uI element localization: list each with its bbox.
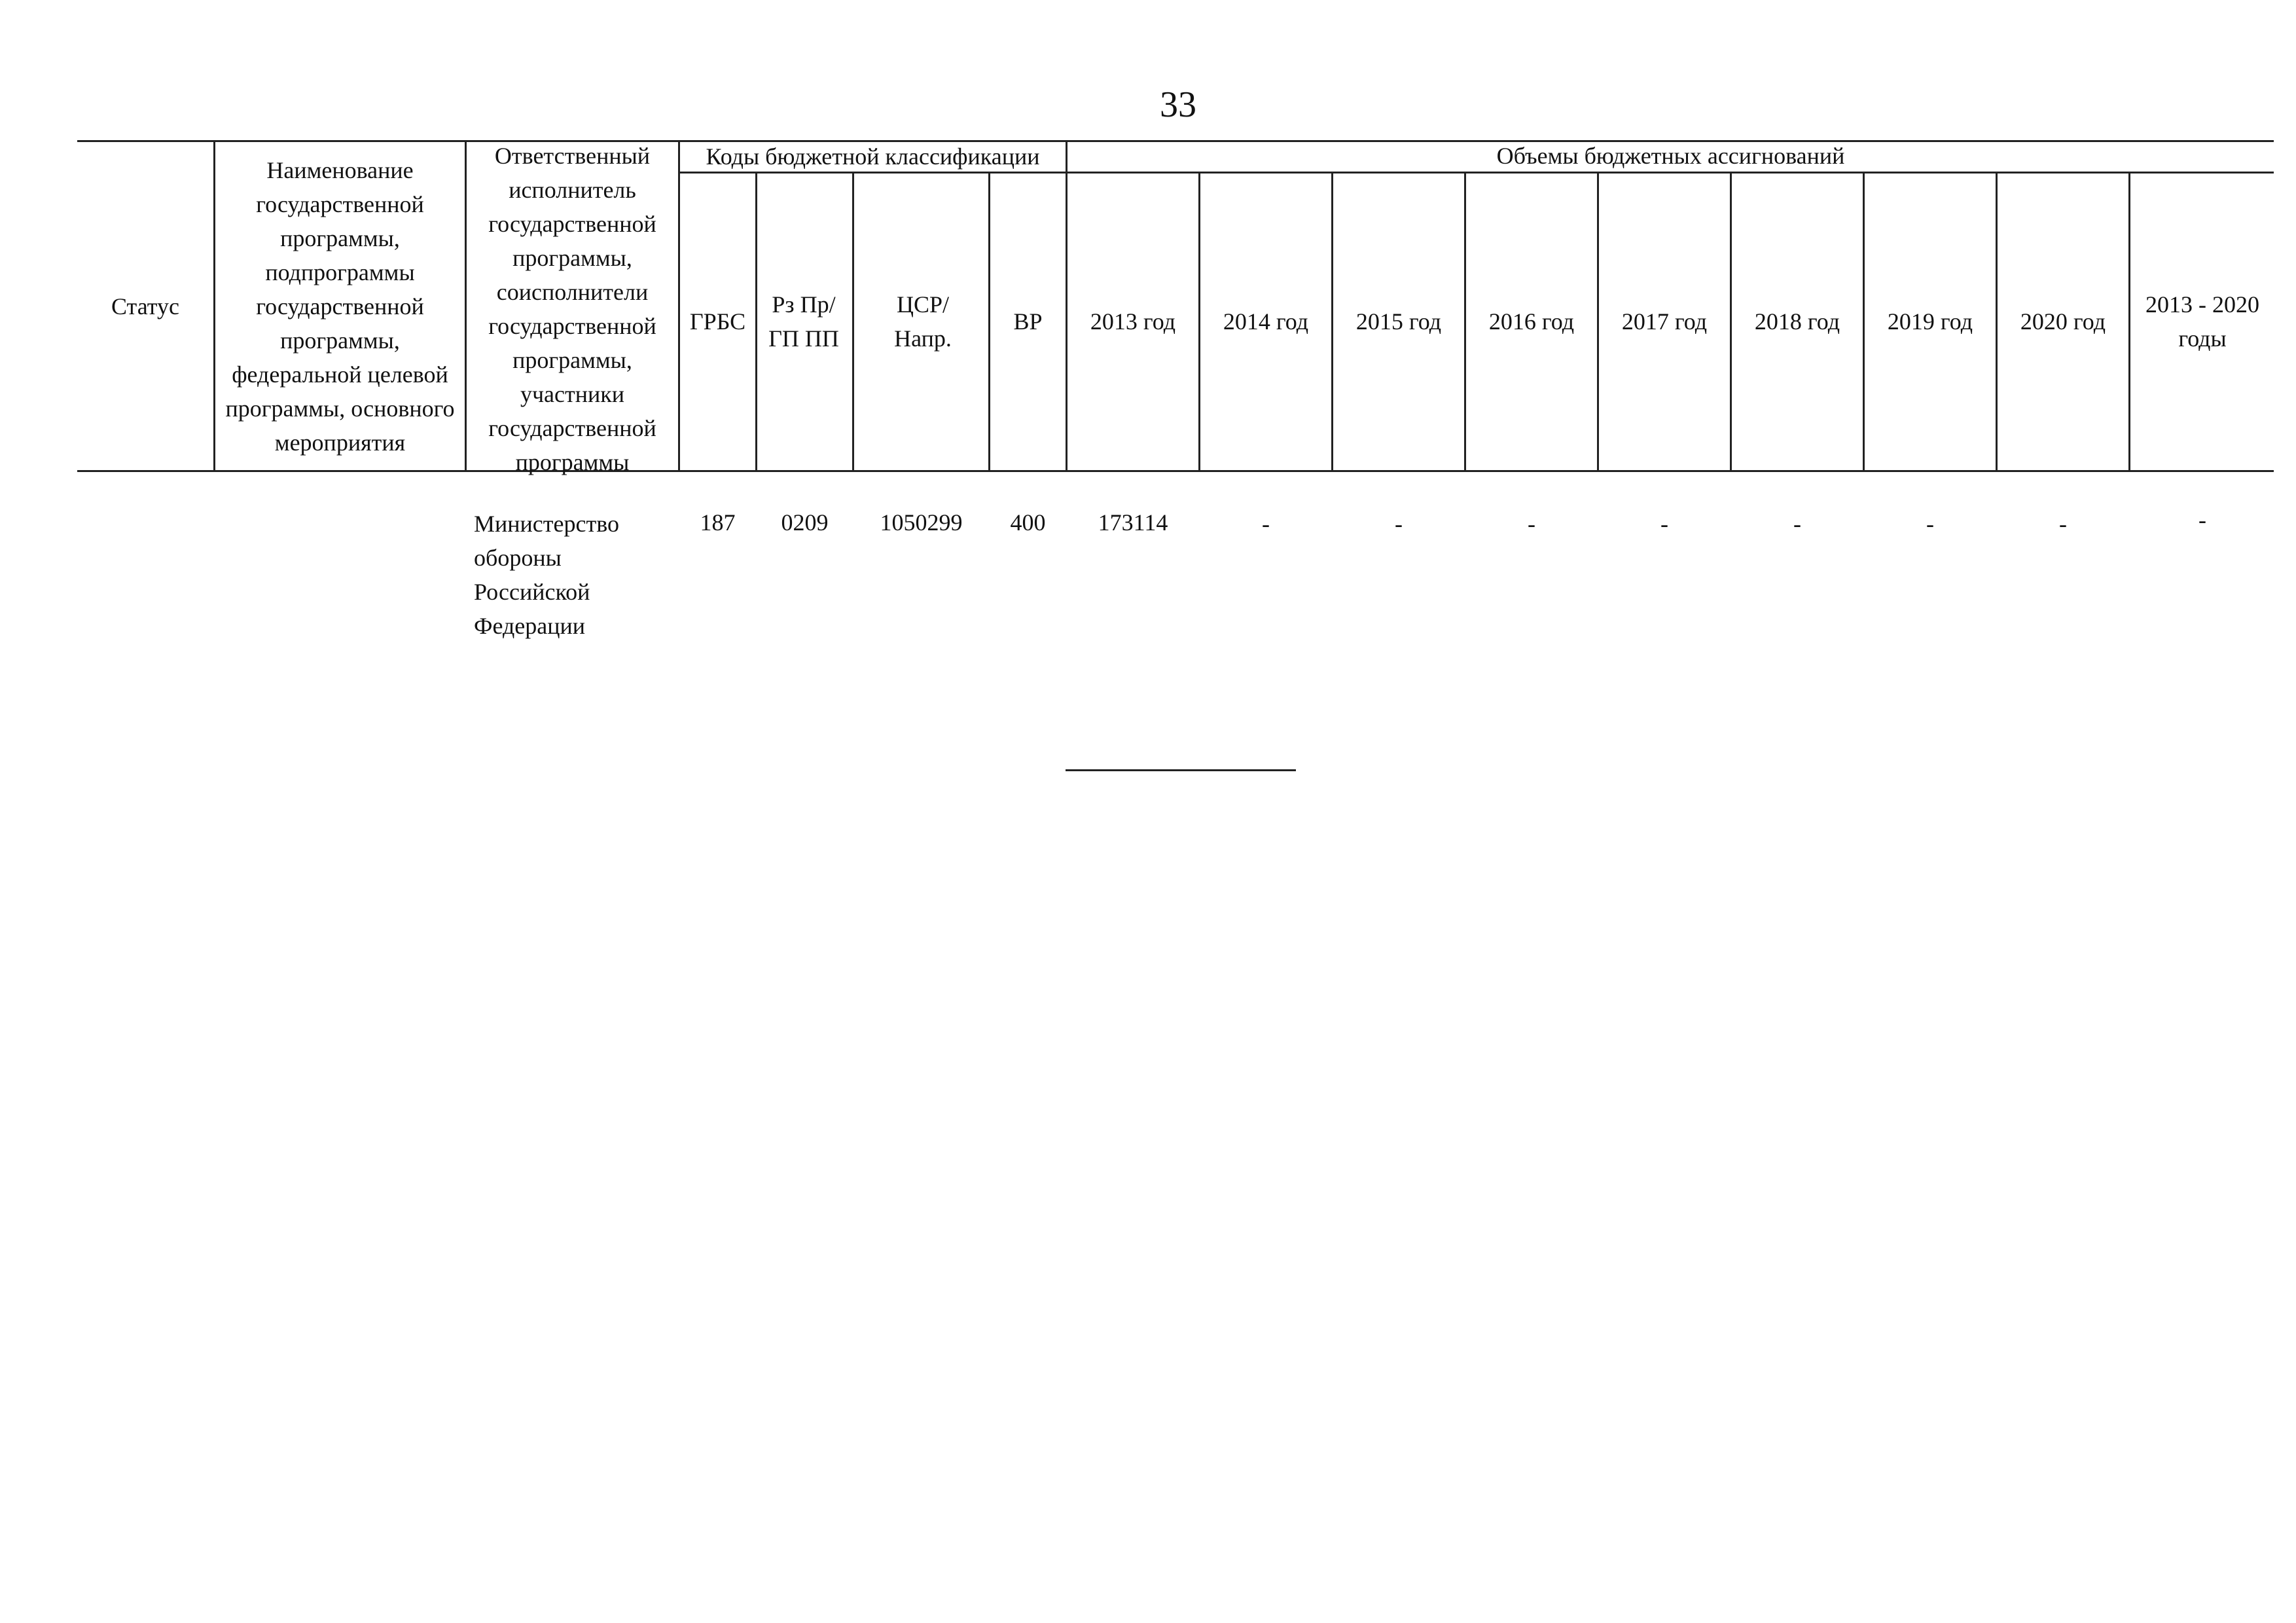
header-code-csr: ЦСР/ Напр. (894, 291, 952, 352)
row-value: 173114 (1098, 509, 1168, 536)
row-responsible: Министерство обороны Российской Федерации (474, 511, 619, 639)
row-value: - (1926, 511, 1934, 537)
header-code-vr: ВР (1013, 308, 1043, 335)
row-value: - (1262, 511, 1270, 537)
row-grbs: 187 (700, 509, 736, 536)
header-year: 2018 год (1754, 308, 1840, 335)
header-program-name: Наименование государственной программы, подпрограммы государственной программы, федеральной целевой программы, основного мероприятия (225, 157, 455, 456)
header-year: 2016 год (1488, 308, 1575, 335)
header-year: 2013 год (1090, 308, 1176, 335)
end-of-table-rule (1066, 769, 1296, 771)
row-value: - (2198, 507, 2206, 533)
row-rzpr: 0209 (781, 509, 829, 536)
row-csr: 1050299 (880, 509, 963, 536)
header-code-grbs: ГРБС (689, 308, 746, 335)
col-divider (755, 173, 757, 471)
header-code-rzpr: Рз Пр/ ГП ПП (768, 291, 839, 352)
row-value: - (1395, 511, 1403, 537)
col-divider (852, 173, 854, 471)
row-vr: 400 (1010, 509, 1046, 536)
header-year: 2015 год (1355, 308, 1442, 335)
header-responsible: Ответственный исполнитель государственной программы, соисполнители государственной программы, участники государственной программы (488, 143, 656, 475)
header-year: 2017 год (1621, 308, 1708, 335)
row-value: - (1793, 511, 1801, 537)
row-value: - (2059, 511, 2067, 537)
header-year: 2019 год (1887, 308, 1973, 335)
header-year: 2020 год (2020, 308, 2106, 335)
header-allocations-group: Объемы бюджетных ассигнований (1496, 143, 1845, 169)
header-status: Статус (111, 293, 179, 319)
header-year-total: 2013 - 2020 годы (2145, 291, 2259, 352)
row-value: - (1528, 511, 1535, 537)
header-budget-codes-group: Коды бюджетной классификации (706, 143, 1040, 170)
header-year: 2014 год (1223, 308, 1309, 335)
row-value: - (1660, 511, 1668, 537)
page-number: 33 (1160, 84, 1196, 125)
